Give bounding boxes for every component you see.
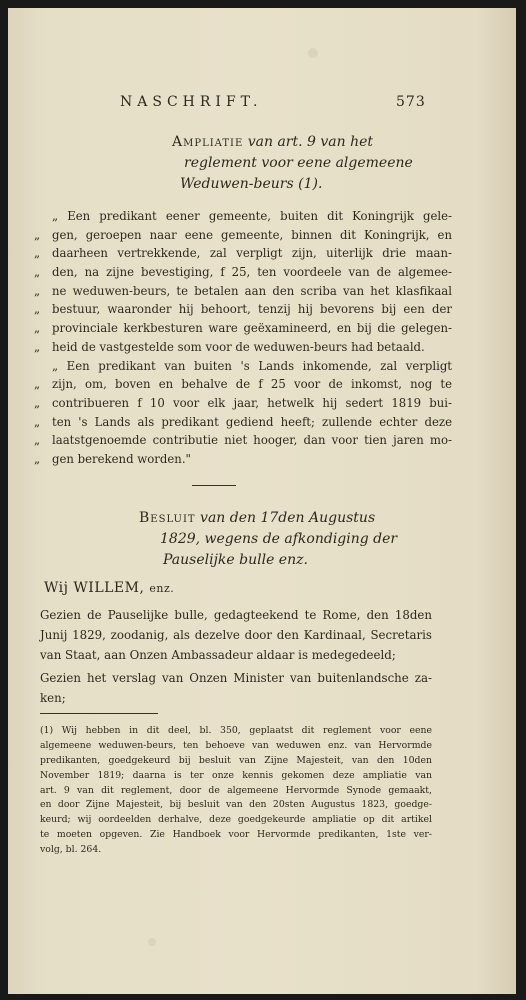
quote-mark: „ [34,283,41,298]
quote-mark: „ [34,395,41,410]
heading-text: van art. 9 van het [247,134,374,150]
line-text [52,207,452,226]
text-line [34,300,514,319]
line-text: zijn, om, boven en behalve de f 25 voor de inkomst, nog te [52,377,452,392]
quote-mark: „ [34,246,41,261]
footnote-rule [40,713,158,714]
section-heading-line: Weduwen-beurs (1). [180,176,323,192]
section-divider [192,485,236,486]
quote-mark: „ [34,302,41,317]
footnote-line: algemeene weduwen-beurs, ten behoeve van weduwen enz. van Hervormde [40,739,432,751]
decree-king: Wij WILLEM, [44,580,145,596]
line-text: gen berekend worden." [52,451,191,466]
line-text: daarheen vertrekkende, zal verpligt zijn, uiterlijk drie maan- [52,246,452,261]
text-line [34,263,514,282]
book-page [8,8,516,994]
section-heading-line: reglement voor eene algemeene [184,155,413,171]
line-text: gen, geroepen naar eene gemeente, binnen dit Koningrijk, en [52,227,452,242]
line-text: ne weduwen-beurs, te betalen aan den scriba van het klasfikaal [52,283,452,298]
line-text: contribueren f 10 voor elk jaar, hetwelk hij sedert 1819 bui- [52,395,452,410]
paper-stain [308,48,318,58]
paper-stain [148,938,156,946]
quote-mark: „ [34,227,41,242]
footnote-line: keurd; wij oordeelden derhalve, deze goedgekeurde ampliatie op dit artikel [40,814,432,826]
footnote [40,724,432,858]
section-heading-line [172,132,373,153]
paragraph-line: Gezien het verslag van Onzen Minister van buitenlandsche za- [40,671,432,685]
paragraph-line: van Staat, aan Onzen Ambassadeur aldaar is medegedeeld; [40,648,396,662]
heading-caps: Ampliatie [172,134,244,150]
text-line [34,338,514,357]
text-line [34,450,514,469]
quote-mark: „ [52,209,59,223]
quote-mark: „ [34,433,41,448]
quote-mark: „ [34,265,41,280]
footnote-line: November 1819; daarna is ter onze kennis gekomen deze ampliatie van [40,769,432,781]
line-text: bestuur, waaronder hij behoort, tenzij hij bevorens bij een der [52,302,452,317]
text-line [34,413,514,432]
section-heading-line: 1829, wegens de afkondiging der [160,531,398,547]
text-line [34,319,514,338]
text-line [34,357,514,376]
quote-mark: „ [34,451,41,466]
section-heading-line [139,508,375,529]
text-line [34,244,514,263]
line-body: Een predikant van buiten 's Lands inkomende, zal verpligt [66,358,452,373]
page-number: 573 [396,94,426,110]
footnote-line: predikanten, goedgekeurd bij besluit van Zijne Majesteit, van den 10den [40,754,432,766]
text-line [34,431,514,450]
quote-mark: „ [52,358,59,373]
heading-text: van den 17den Augustus [200,510,376,526]
decree-enz: enz. [149,582,175,595]
paragraph-line: Junij 1829, zoodanig, als dezelve door den Kardinaal, Secretaris [40,628,432,642]
decree-opening [44,580,174,596]
line-text: heid de vastgestelde som voor de weduwen-beurs had betaald. [52,339,425,354]
quote-mark: „ [34,377,41,392]
running-header-title: NASCHRIFT. [120,94,263,110]
paragraph [40,605,432,665]
footnote-line: en door Zijne Majesteit, bij besluit van den 20sten Augustus 1823, goedge- [40,799,432,811]
paragraph-line: ken; [40,691,66,705]
line-text: provinciale kerkbesturen ware geëxamineerd, en bij die gelegen- [52,321,452,336]
text-line [34,375,514,394]
footnote-line: (1) Wij hebben in dit deel, bl. 350, geplaatst dit reglement voor eene [40,725,432,736]
line-text [52,357,452,376]
quote-mark: „ [34,321,41,336]
line-text: ten 's Lands als predikant gediend heeft; zullende echter deze [52,414,452,429]
quote-mark: „ [34,339,41,354]
text-line [34,207,514,226]
quote-mark: „ [34,414,41,429]
section-heading-line: Pauselijke bulle enz. [163,552,308,568]
footnote-line: volg, bl. 264. [40,844,102,856]
line-body: Een predikant eener gemeente, buiten dit Koningrijk gele- [67,209,453,223]
text-line [34,226,514,245]
text-line [34,282,514,301]
line-text: den, na zijne bevestiging, f 25, ten voordeele van de algemee- [52,265,452,280]
heading-caps: Besluit [139,510,196,526]
footnote-line: te moeten opgeven. Zie Handboek voor Hervormde predikanten, 1ste ver- [40,829,432,841]
paragraph-line: Gezien de Pauselijke bulle, gedagteekend te Rome, den 18den [40,608,432,622]
footnote-line: art. 9 van dit reglement, door de algemeene Hervormde Synode gemaakt, [40,784,432,796]
text-line [34,394,514,413]
quoted-regulation [34,207,514,469]
paragraph [40,668,432,708]
line-text: laatstgenoemde contributie niet hooger, dan voor tien jaren mo- [52,433,452,448]
